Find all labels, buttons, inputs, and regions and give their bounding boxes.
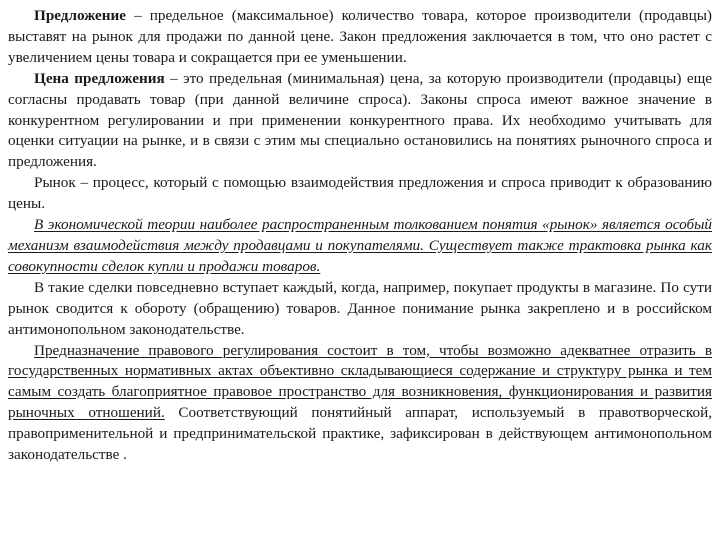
transactions-text: В такие сделки повседневно вступает каждый, когда, например, покупает продукты в магазине. По сути рынок сводится к обороту (обращению) товаров. Данное понимание рынка закреплено и в российском антимонопольном законодательстве. <box>8 278 712 338</box>
legal-regulation-underlined-text: Предназначение правового регулирования состоит в том, чтобы возможно адекватнее отразить в государственных нормативных актах объективно складывающиеся содержание и структуру рынка и тем самым создать благоприятное правовое пространство для возникновения, функционирования и развития рыночных отношений. <box>8 341 712 422</box>
legal-regulation-text: Соответствующий понятийный аппарат, используемый в правотворческой, правоприменительной и предпринимательской практике, зафиксирован в действующем антимонопольном законодательстве . <box>8 404 712 464</box>
term-supply: Предложение <box>34 7 127 24</box>
market-definition-text: Рынок – процесс, который с помощью взаимодействия предложения и спроса приводит к образованию цены. <box>8 174 712 213</box>
supply-price-text: – это предельная (минимальная) цена, за которую производители (продавцы) еще согласны продавать товар (при данной величине спроса). Законы спроса имеют важное значение в конкурентном регулировании и при применении конкурентного права. Их необходимо учитывать для оценки ситуации на рынке, и в связи с этим мы специально остановились на понятиях рыночного спроса и предложения. <box>8 69 713 171</box>
market-economic-theory-text: В экономической теории наиболее распространенным толкованием понятия «рынок» является особый механизм взаимодействия между продавцами и покупателями. Существует также трактовка рынка как совокупности сделок купли и продажи товаров. <box>8 216 712 275</box>
paragraph-supply-definition <box>8 6 712 69</box>
term-supply-price: Цена предложения <box>34 69 165 87</box>
paragraph-market-definition <box>8 173 712 215</box>
paragraph-supply-price <box>8 69 712 174</box>
paragraph-market-economic-theory <box>8 215 712 278</box>
supply-definition-text: – предельное (максимальное) количество товара, которое производители (продавцы) выставят на рынок для продажи по данной цене. Закон предложения заключается в том, что оно растет с увеличением цены товара и сокращается при ее уменьшении. <box>8 7 712 66</box>
paragraph-transactions <box>8 278 712 341</box>
paragraph-legal-regulation <box>8 341 712 466</box>
